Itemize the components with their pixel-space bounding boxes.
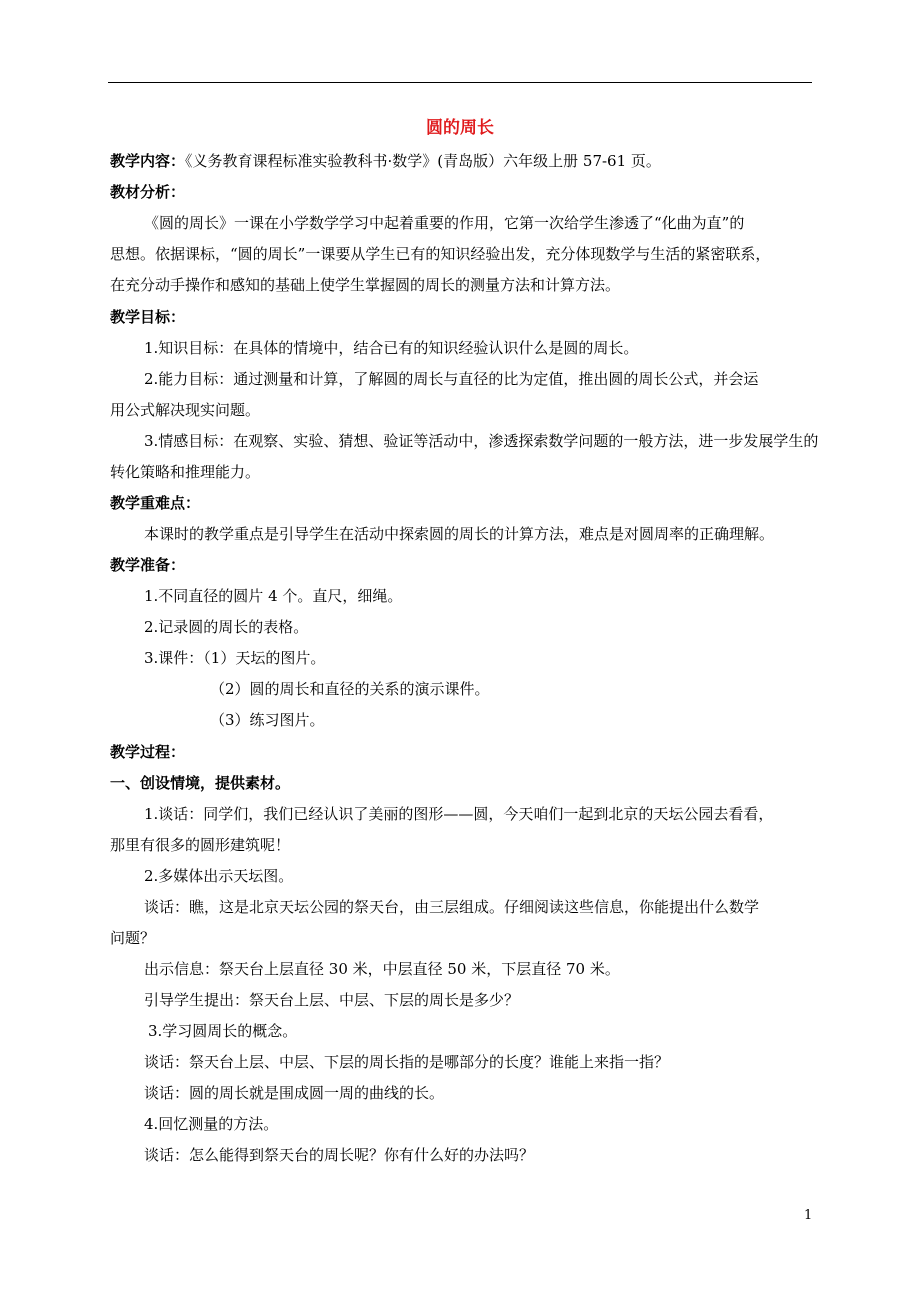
- page-number: 1: [804, 1208, 813, 1223]
- page-title: 圆的周长: [426, 118, 494, 138]
- goals-line: 转化策略和推理能力。: [110, 463, 261, 481]
- analysis-line: 思想。依据课标，“圆的周长”一课要从学生已有的知识经验出发，充分体现数学与生活的紧密联系，: [110, 245, 771, 263]
- process-line: 出示信息：祭天台上层直径 30 米，中层直径 50 米，下层直径 70 米。: [144, 960, 620, 978]
- analysis-line: 《圆的周长》一课在小学数学学习中起着重要的作用，它第一次给学生渗透了“化曲为直”的: [144, 214, 745, 232]
- process-line: 2.多媒体出示天坛图。: [144, 867, 294, 885]
- teaching-content-label: 教学内容：: [110, 152, 186, 170]
- preparation-line: 1.不同直径的圆片 4 个。直尺，细绳。: [144, 587, 403, 605]
- process-line: 3.学习圆周长的概念。: [148, 1022, 298, 1040]
- process-line: 谈话：怎么能得到祭天台的周长呢？你有什么好的办法吗？: [144, 1146, 535, 1164]
- process-line: 谈话：祭天台上层、中层、下层的周长指的是哪部分的长度？谁能上来指一指？: [144, 1053, 670, 1071]
- process-line: 问题？: [110, 929, 156, 947]
- preparation-line: （3）练习图片。: [210, 711, 325, 729]
- process-line: 那里有很多的圆形建筑呢！: [110, 836, 291, 854]
- key-points-line: 本课时的教学重点是引导学生在活动中探索圆的周长的计算方法，难点是对圆周率的正确理解。: [144, 525, 775, 543]
- preparation-line: （2）圆的周长和直径的关系的演示课件。: [210, 680, 490, 698]
- preparation-line: 2.记录圆的周长的表格。: [144, 618, 309, 636]
- process-line: 4.回忆测量的方法。: [144, 1115, 279, 1133]
- process-line: 谈话：圆的周长就是围成圆一周的曲线的长。: [144, 1084, 445, 1102]
- goals-line: 2.能力目标：通过测量和计算，了解圆的周长与直径的比为定值，推出圆的周长公式，并会运: [144, 370, 759, 388]
- process-line: 谈话：瞧，这是北京天坛公园的祭天台，由三层组成。仔细阅读这些信息，你能提出什么数学: [144, 898, 760, 916]
- preparation-heading: 教学准备：: [110, 556, 186, 574]
- goals-line: 用公式解决现实问题。: [110, 401, 261, 419]
- analysis-line: 在充分动手操作和感知的基础上使学生掌握圆的周长的测量方法和计算方法。: [110, 276, 621, 294]
- teaching-content: [110, 150, 661, 172]
- process-line: 1.谈话：同学们，我们已经认识了美丽的图形——圆，今天咱们一起到北京的天坛公园去看看，: [144, 805, 774, 823]
- analysis-heading: 教材分析：: [110, 183, 186, 201]
- teaching-content-text: 《义务教育课程标准实验教科书·数学》(青岛版）六年级上册 57-61 页。: [185, 152, 661, 170]
- process-section-heading: 一、创设情境，提供素材。: [110, 774, 291, 792]
- goals-line: 3.情感目标：在观察、实验、猜想、验证等活动中，渗透探索数学问题的一般方法，进一步发展学生的: [144, 432, 819, 450]
- process-line: 引导学生提出：祭天台上层、中层、下层的周长是多少？: [144, 991, 520, 1009]
- preparation-line: 3.课件：（1）天坛的图片。: [144, 649, 326, 667]
- process-heading: 教学过程：: [110, 743, 186, 761]
- header-rule: [108, 82, 812, 83]
- goals-line: 1.知识目标：在具体的情境中，结合已有的知识经验认识什么是圆的周长。: [144, 339, 639, 357]
- key-points-heading: 教学重难点：: [110, 494, 201, 512]
- goals-heading: 教学目标：: [110, 308, 186, 326]
